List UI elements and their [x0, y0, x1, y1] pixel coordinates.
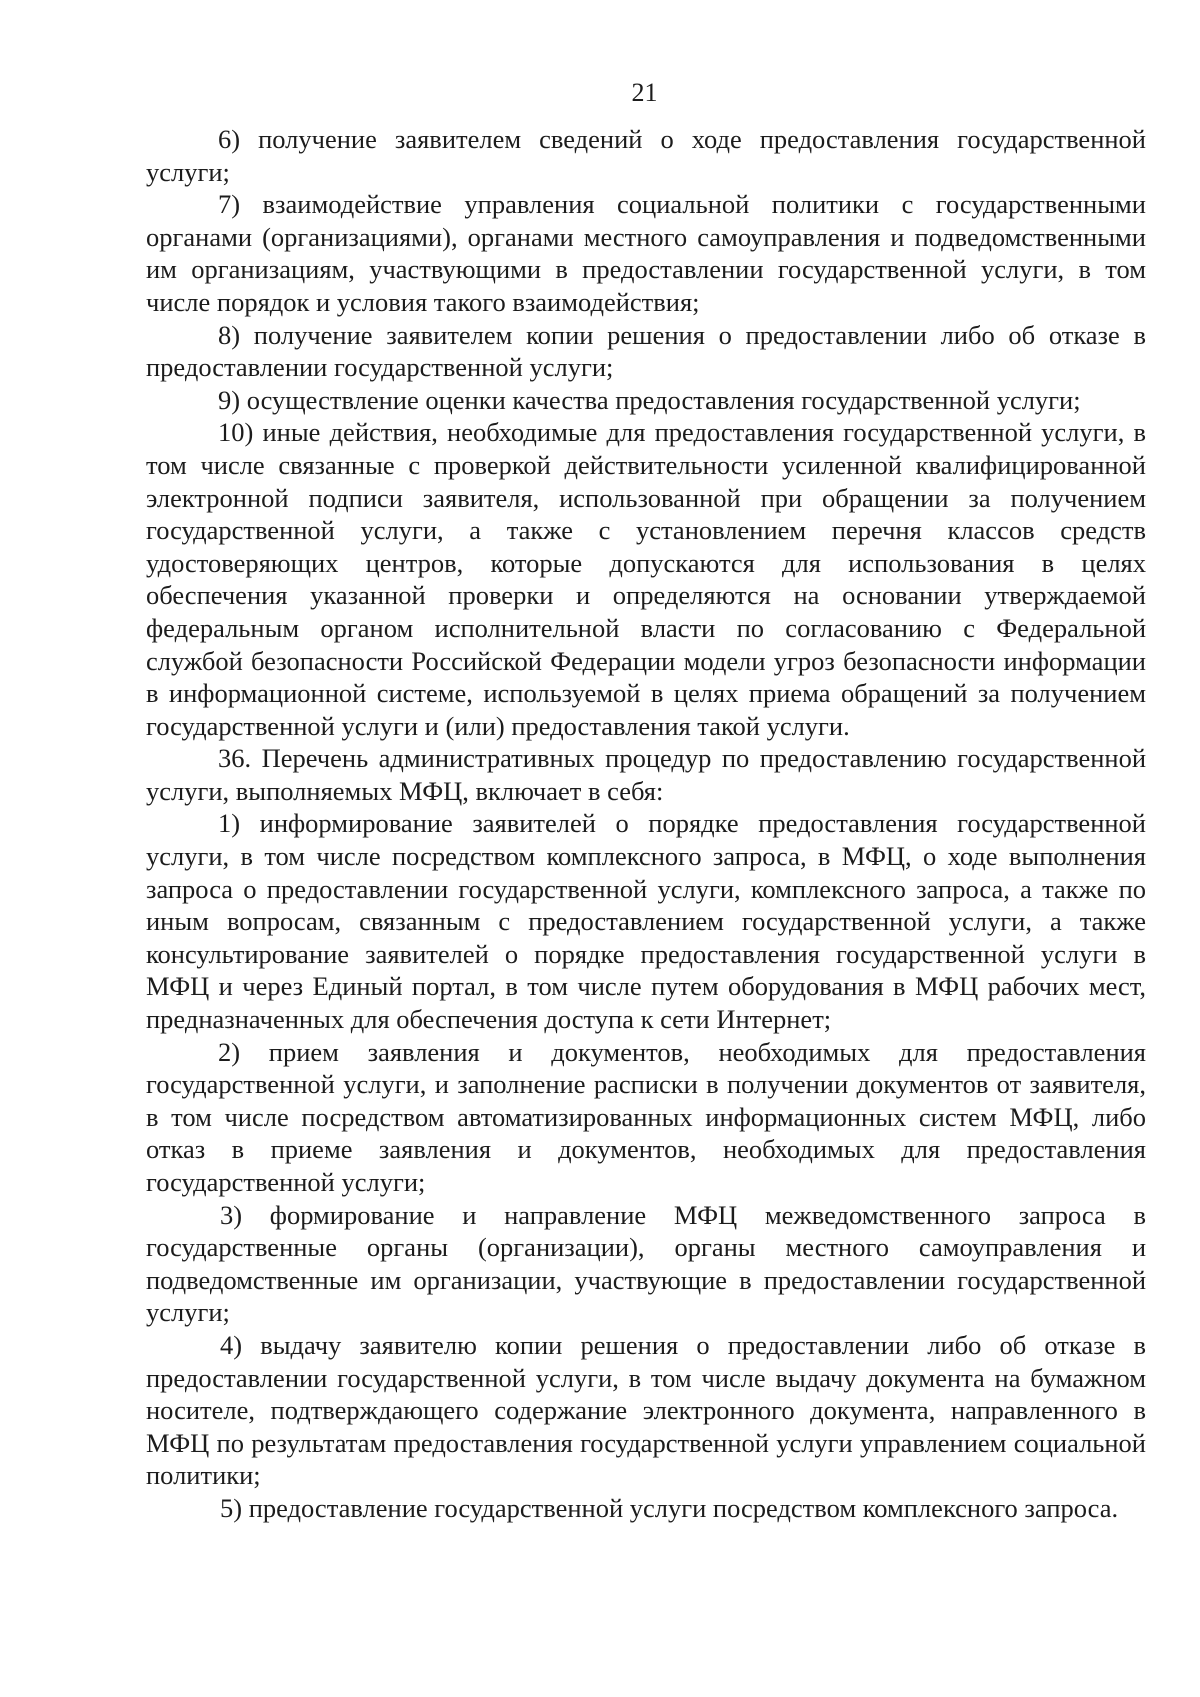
- paragraph-item-9: 9) осуществление оценки качества предоставления государственной услуги;: [218, 384, 1081, 415]
- paragraph-mfc-item-1: 1) информирование заявителей о порядке предоставления государственной услуги, в том числе посредством комплексного запроса, в МФЦ, о ходе выполнения запроса о предоставлении государственной услуги, комплексного запроса, а также по иным вопросам, связанным с предоставлением государственной услуги, а также консультирование заявителей о порядке предоставления государственной услуги в МФЦ и через Единый портал, в том числе путем оборудования в МФЦ рабочих мест, предназначенных для обеспечения доступа к сети Интернет;: [146, 808, 1146, 1035]
- paragraph-mfc-item-3: 3) формирование и направление МФЦ межведомственного запроса в государственные органы (организации), органы местного самоуправления и подведомственные им организации, участвующие в предоставлении государственной услуги;: [146, 1199, 1146, 1328]
- paragraph-section-36: 36. Перечень административных процедур по предоставлению государственной услуги, выполняемых МФЦ, включает в себя:: [146, 743, 1146, 806]
- paragraph-mfc-item-4: 4) выдачу заявителю копии решения о предоставлении либо об отказе в предоставлении государственной услуги, в том числе выдачу документа на бумажном носителе, подтверждающего содержание электронного документа, направленного в МФЦ по результатам предоставления государственной услуги управлением социальной политики;: [146, 1329, 1146, 1491]
- paragraph-mfc-item-2: 2) прием заявления и документов, необходимых для предоставления государственной услуги, и заполнение расписки в получении документов от заявителя, в том числе посредством автоматизированных информационных систем МФЦ, либо отказ в приеме заявления и документов, необходимых для предоставления государственной услуги;: [146, 1036, 1146, 1197]
- paragraph-item-6: 6) получение заявителем сведений о ходе предоставления государственной услуги;: [146, 124, 1146, 187]
- paragraph-item-8: 8) получение заявителем копии решения о предоставлении либо об отказе в предоставлении государственной услуги;: [146, 319, 1146, 383]
- paragraph-item-7: 7) взаимодействие управления социальной политики с государственными органами (организациями), органами местного самоуправления и подведомственными им организациям, участвующими в предоставлении государственной услуги, в том числе порядок и условия такого взаимодействия;: [146, 189, 1146, 317]
- paragraph-mfc-item-5: 5) предоставление государственной услуги посредством комплексного запроса.: [220, 1492, 1119, 1523]
- paragraph-item-10: 10) иные действия, необходимые для предоставления государственной услуги, в том числе связанные с проверкой действительности усиленной квалифицированной электронной подписи заявителя, использованной при обращении за получением государственной услуги, а также с установлением перечня классов средств удостоверяющих центров, которые допускаются для использования в целях обеспечения указанной проверки и определяются на основании утверждаемой федеральным органом исполнительной власти по согласованию с Федеральной службой безопасности Российской Федерации модели угроз безопасности информации в информационной системе, используемой в целях приема обращений за получением государственной услуги и (или) предоставления такой услуги.: [146, 417, 1146, 741]
- document-body: [146, 123, 1146, 1525]
- page-number: 21: [631, 78, 658, 107]
